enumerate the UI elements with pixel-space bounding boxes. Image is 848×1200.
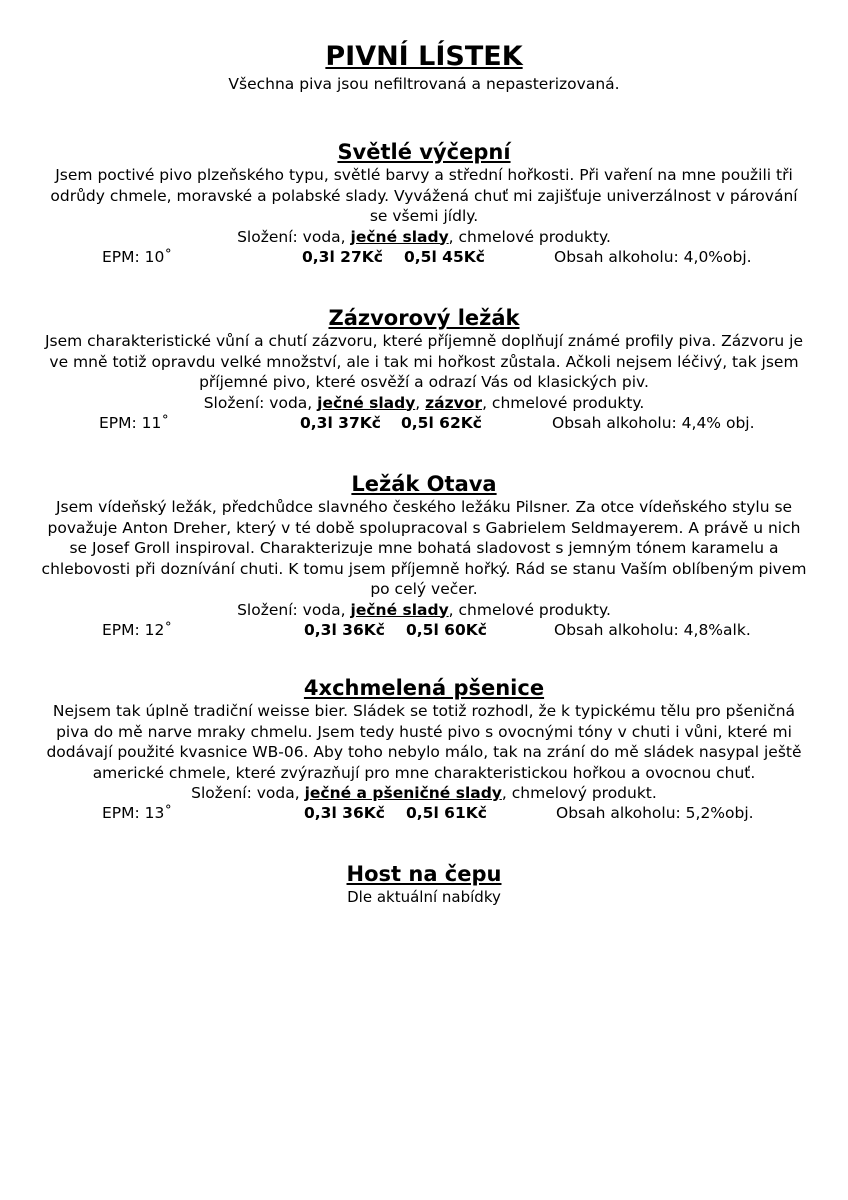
ingredient-highlight: zázvor [425, 393, 483, 412]
guest-tap-note: Dle aktuální nabídky [347, 888, 501, 906]
beer-name: Ležák Otava [351, 472, 497, 496]
beer-description: Jsem poctivé pivo plzeňského typu, světlé barvy a střední hořkosti. Při vaření na mne použili tři odrůdy chmele, moravské a polabské slady. Vyvážená chuť mi zajišťuje univerzálnost v párování se všemi jídly. [50, 166, 798, 225]
beer-description: Jsem charakteristické vůní a chutí zázvoru, které příjemně doplňují známé profily piva. Zázvoru je ve mně totiž opravdu velké množství, ale i tak mi hořkost zůstala. Ačkoli nejsem léčivý, tak jsem příjemné pivo, které osvěží a odrazí Vás od klasických piv. [44, 332, 804, 391]
ingredient-highlight: ječné slady [317, 393, 416, 412]
beer-info-row [40, 413, 808, 433]
beer-ingredients: Složení: voda, ječné slady, chmelové produkty. [237, 227, 611, 246]
beer-info-row [40, 803, 808, 823]
price-05: 0,5l 60Kč [406, 620, 487, 639]
ingredient-highlight: ječné a pšeničné slady [304, 784, 502, 802]
beer-ingredients: Složení: voda, ječné slady, chmelové produkty. [237, 600, 611, 619]
beer-epm: EPM: 12˚ [102, 620, 173, 639]
ingredient-highlight: ječné slady [350, 227, 449, 246]
guest-tap-title: Host na čepu [346, 862, 502, 886]
beer-info-row [40, 620, 808, 640]
beer-description: Jsem vídeňský ležák, předchůdce slavného českého ležáku Pilsner. Za otce vídeňského stylu se považuje Anton Dreher, který v té době spolupracoval s Gabrielem Seldmayerem. A právě u nich se Josef Groll inspiroval. Charakterizuje mne bohatá sladovost s jemným tónem karamelu a chlebovosti při doznívání chuti. K tomu jsem příjemně hořký. Rád se stanu Vaším oblíbeným pivem po celý večer. [41, 498, 807, 598]
price-05: 0,5l 45Kč [404, 247, 485, 266]
beer-info-row [40, 247, 808, 267]
menu-subtitle: Všechna piva jsou nefiltrovaná a nepasterizovaná. [228, 75, 620, 93]
beer-epm: EPM: 10˚ [102, 247, 173, 266]
price-05: 0,5l 61Kč [406, 804, 487, 822]
price-03: 0,3l 37Kč [300, 413, 381, 432]
price-03: 0,3l 36Kč [304, 804, 385, 822]
beer-alcohol: Obsah alkoholu: 4,4% obj. [552, 413, 755, 432]
price-03: 0,3l 27Kč [302, 247, 383, 266]
beer-description: Nejsem tak úplně tradiční weisse bier. Sládek se totiž rozhodl, že k typickému tělu pro pšeničná piva do mě narve mraky chmelu. Jsem tedy husté pivo s ovocnými tóny v chuti i vůni, které mi dodávají použité kvasnice WB-06. Aby toho nebylo málo, tak na zrání do mě sládek nasypal ještě americké chmele, které zvýrazňují pro mne charakteristickou hořkou a ovocnou chuť. [46, 702, 802, 782]
price-03: 0,3l 36Kč [304, 620, 385, 639]
guest-tap-section [40, 862, 808, 908]
beer-alcohol: Obsah alkoholu: 5,2%obj. [556, 804, 754, 822]
ingredient-highlight: ječné slady [350, 600, 449, 619]
beer-section-svetle [40, 140, 808, 267]
menu-title: PIVNÍ LÍSTEK [325, 41, 523, 72]
beer-section-lezak-otava [40, 472, 808, 640]
beer-ingredients: Složení: voda, ječné slady, zázvor, chmelové produkty. [203, 393, 645, 412]
beer-name: 4xchmelená pšenice [303, 676, 545, 700]
beer-section-zazvorovy [40, 306, 808, 433]
beer-ingredients: Složení: voda, ječné a pšeničné slady, chmelový produkt. [191, 784, 657, 802]
beer-alcohol: Obsah alkoholu: 4,0%obj. [554, 247, 752, 266]
beer-section-psenice [40, 676, 808, 823]
beer-name: Světlé výčepní [337, 140, 511, 164]
price-05: 0,5l 62Kč [401, 413, 482, 432]
beer-alcohol: Obsah alkoholu: 4,8%alk. [554, 620, 751, 639]
beer-epm: EPM: 11˚ [99, 413, 170, 432]
beer-name: Zázvorový ležák [328, 306, 520, 330]
beer-epm: EPM: 13˚ [102, 804, 173, 822]
